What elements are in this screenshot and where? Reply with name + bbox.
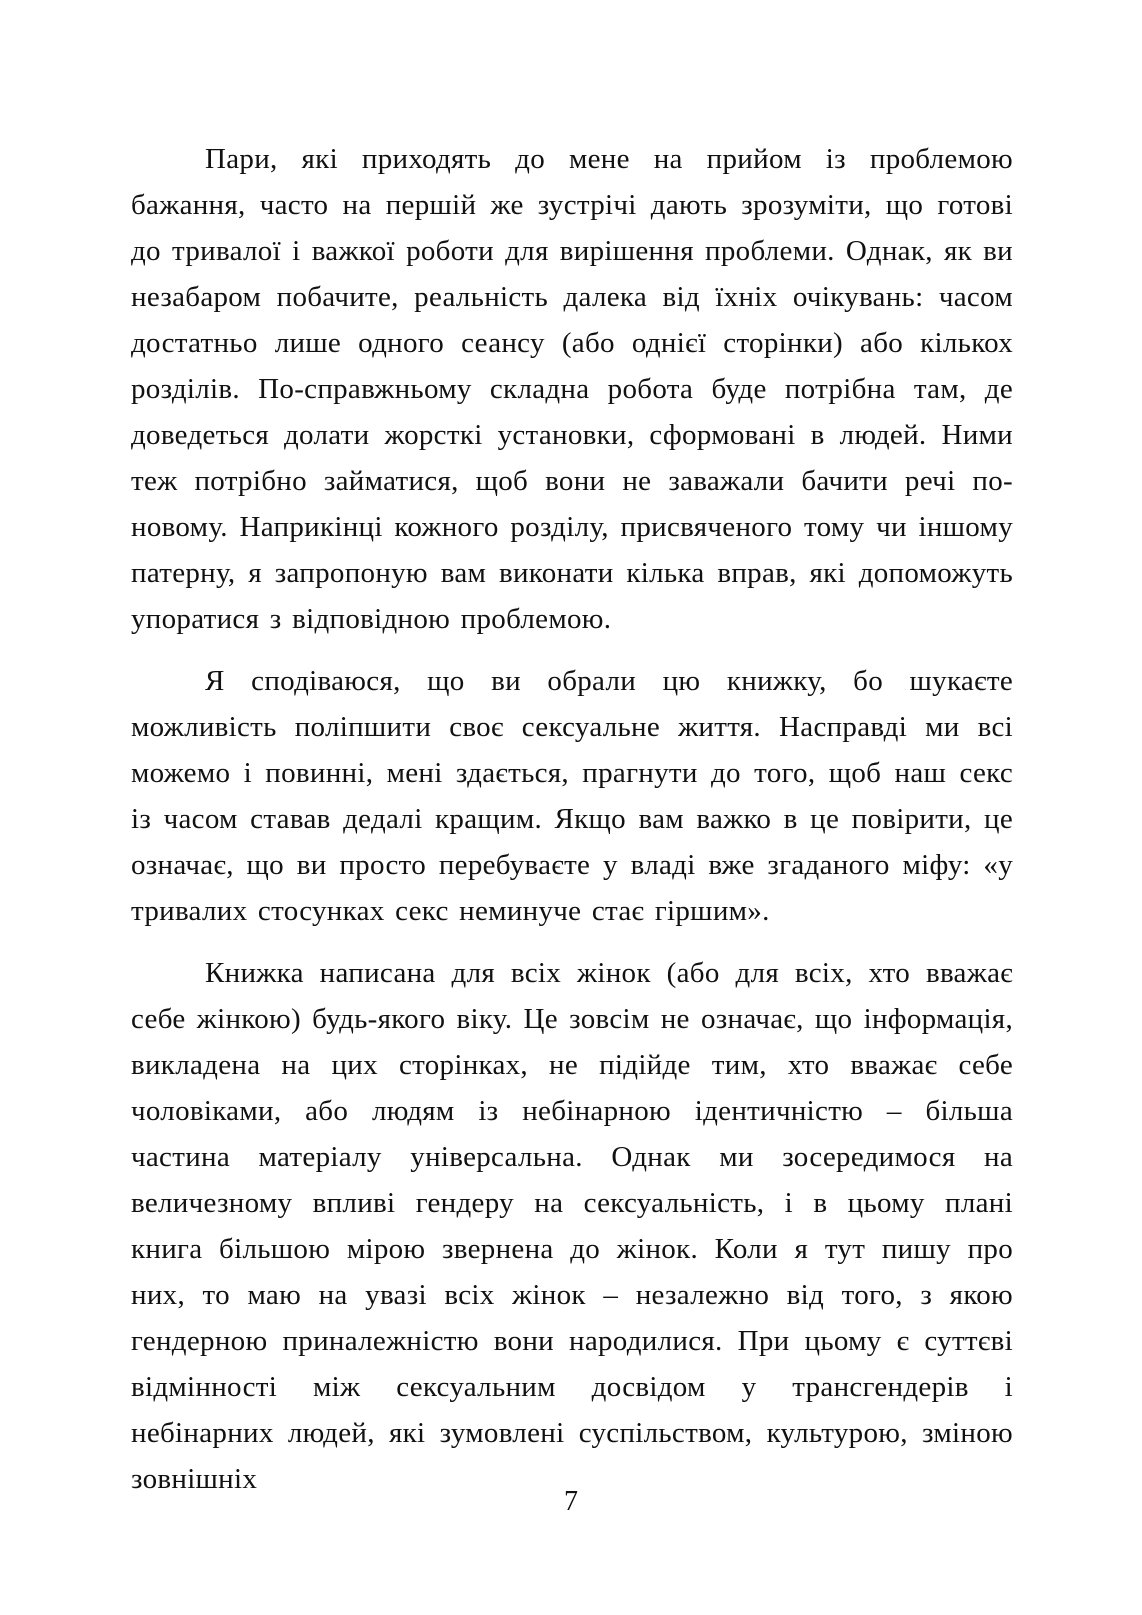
body-text: [131, 136, 1013, 1518]
paragraph-1: Пари, які приходять до мене на прийом із проблемою бажання, часто на першій же зустрічі дають зрозуміти, що готові до тривалої і важкої роботи для вирішення проблеми. Однак, як ви незабаром побачите, реальність далека від їхніх очікувань: часом достатньо лише одного сеансу (або однієї сторінки) або кількох розділів. По-справжньому складна робота буде потрібна там, де доведеться долати жорсткі установки, сформовані в людей. Ними теж потрібно займатися, щоб вони не заважали бачити речі по-новому. Наприкінці кожного розділу, присвяченого тому чи іншому патерну, я запропоную вам виконати кілька вправ, які допоможуть упоратися з відповідною проблемою.: [131, 143, 1013, 635]
page-number: 7: [564, 1486, 578, 1517]
paragraph-2: Я сподіваюся, що ви обрали цю книжку, бо шукаєте можливість поліпшити своє сексуальне життя. Насправді ми всі можемо і повинні, мені здається, прагнути до того, щоб наш секс із часом ставав дедалі кращим. Якщо вам важко в це повірити, це означає, що ви просто перебуваєте у владі вже згаданого міфу: «у тривалих стосунках секс неминуче стає гіршим».: [131, 665, 1013, 927]
paragraph-3: Книжка написана для всіх жінок (або для всіх, хто вважає себе жінкою) будь-якого віку. Це зовсім не означає, що інформація, викладена на цих сторінках, не підійде тим, хто вважає себе чоловіками, або людям із небінарною ідентичністю – більша частина матеріалу універсальна. Однак ми зосередимося на величезному впливі гендеру на сексуальність, і в цьому плані книга більшою мірою звернена до жінок. Коли я тут пишу про них, то маю на увазі всіх жінок – незалежно від того, з якою гендерною приналежністю вони народилися. При цьому є суттєві відмінності між сексуальним досвідом у трансгендерів і небінарних людей, які зумовлені суспільством, культурою, зміною зовнішніх: [131, 957, 1013, 1495]
